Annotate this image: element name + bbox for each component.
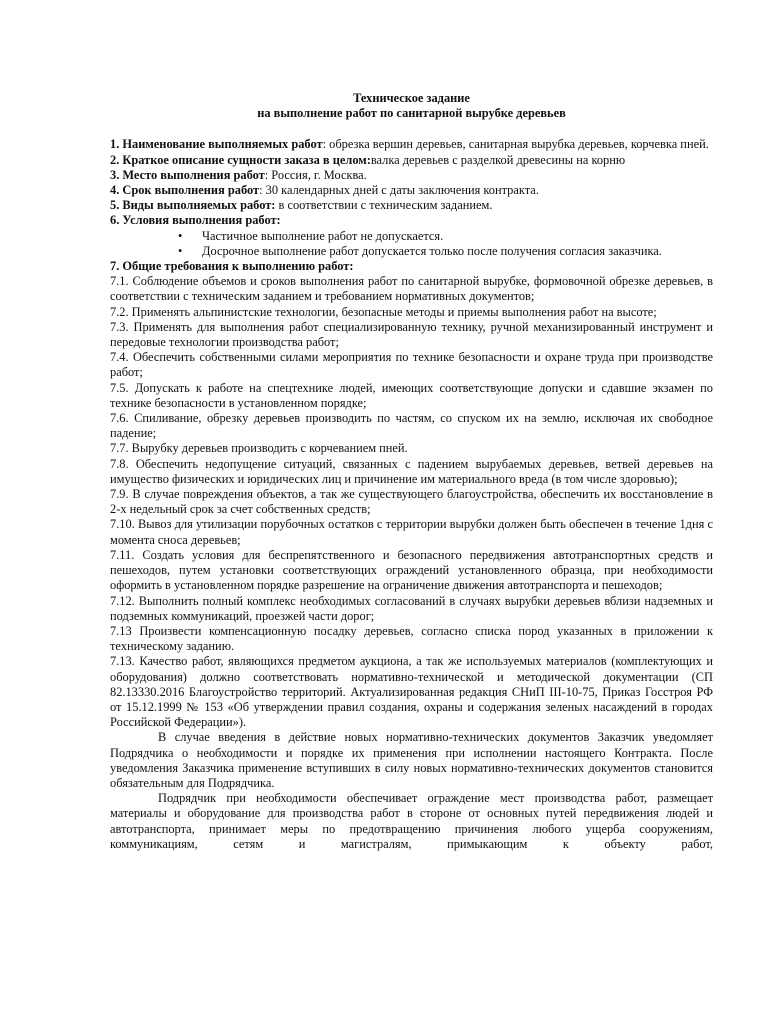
section-1 <box>110 137 713 152</box>
requirement-item: 7.1. Соблюдение объемов и сроков выполнения работ по санитарной вырубке, формовочной обрезке деревьев, в соответствии с техническим заданием и требованием нормативных документов; <box>110 274 713 304</box>
requirement-item: 7.7. Вырубку деревьев производить с корчеванием пней. <box>110 441 408 456</box>
bullet-icon: • <box>178 228 183 243</box>
bullet-text: Частичное выполнение работ не допускается. <box>202 228 444 243</box>
list-item <box>110 244 713 259</box>
requirement-item: 7.11. Создать условия для беспрепятственного и безопасного передвижения автотранспортных средств и пешеходов, путем установки соответствующих ограждений установленного образца, при необходимости оформить в установленном порядке разрешение на ограничение движения автотранспорта и пешеходов; <box>110 547 713 593</box>
requirement-item: 7.9. В случае повреждения объектов, а так же существующего благоустройства, обеспечить их восстановление в 2-х недельный срок за счет собственных средств; <box>110 487 713 517</box>
requirement-item: 7.3. Применять для выполнения работ специализированную технику, ручной механизированный инструмент и передовые технологии производства работ; <box>110 319 713 350</box>
conditions-list <box>110 229 713 259</box>
document-title <box>110 91 713 121</box>
paragraph-new-documents: В случае введения в действие новых нормативно-технических документов Заказчик уведомляет Подрядчика о необходимости и порядке их применения при исполнении настоящего Контракта. После уведомления Заказчика применение вступивших в силу новых нормативно-технических документов становится обязательным для Подрядчика. <box>110 730 713 790</box>
section-5-text: в соответствии с техническим заданием. <box>275 198 493 213</box>
section-2 <box>110 153 713 168</box>
bullet-text: Досрочное выполнение работ допускается только после получения согласия заказчика. <box>202 243 662 258</box>
section-2-label: 2. Краткое описание сущности заказа в целом: <box>110 152 371 167</box>
section-6 <box>110 213 713 228</box>
section-3-label: 3. Место выполнения работ <box>110 167 265 182</box>
section-4 <box>110 183 713 198</box>
section-3 <box>110 168 713 183</box>
list-item <box>110 229 713 244</box>
section-5-label: 5. Виды выполняемых работ: <box>110 198 276 213</box>
section-4-label: 4. Срок выполнения работ <box>110 183 260 198</box>
requirement-item: 7.13 Произвести компенсационную посадку деревьев, согласно списка пород указанных в приложении к техническому заданию. <box>110 623 713 654</box>
section-5 <box>110 198 713 213</box>
requirement-item: 7.12. Выполнить полный комплекс необходимых согласований в случаях вырубки деревьев вблизи надземных и подземных коммуникаций, проезжей части дорог; <box>110 593 713 623</box>
bullet-icon: • <box>178 243 183 258</box>
requirement-item: 7.2. Применять альпинистские технологии, безопасные методы и приемы выполнения работ на высоте; <box>110 304 657 319</box>
document-body <box>110 91 713 852</box>
section-7 <box>110 259 713 274</box>
title-spacer <box>110 121 713 137</box>
requirement-item: 7.5. Допускать к работе на спецтехнике людей, имеющих соответствующие допуски и сдавшие экзамен по технике безопасности в установленном порядке; <box>110 380 713 410</box>
requirement-item: 7.10. Вывоз для утилизации порубочных остатков с территории вырубки должен быть обеспечен в течение 1дня с момента сноса деревьев; <box>110 517 713 547</box>
section-6-label: 6. Условия выполнения работ: <box>110 213 281 228</box>
title-line-1: Техническое задание <box>353 91 470 105</box>
section-1-label: 1. Наименование выполняемых работ <box>110 137 323 152</box>
section-2-text: валка деревьев с разделкой древесины на корню <box>370 152 626 167</box>
requirement-item: 7.6. Спиливание, обрезку деревьев производить по частям, со спуском их на землю, исключая их свободное падение; <box>110 411 713 441</box>
requirement-item: 7.8. Обеспечить недопущение ситуаций, связанных с падением вырубаемых деревьев, ветвей деревьев на имущество физических и юридических лиц и причинение им материального вреда (в том числе здоровью); <box>110 456 713 486</box>
requirement-item: 7.13. Качество работ, являющихся предметом аукциона, а так же используемых материалов (комплектующих и оборудования) должно соответствовать нормативно-технической и методической документации (СП 82.13330.2016 Благоустройство территорий. Актуализированная редакция СНиП III-10-75, Приказ Госстроя РФ от 15.12.1999 № 153 «Об утверждении правил создания, охраны и содержания зеленых насаждений в городах Российской Федерации»). <box>110 654 713 730</box>
section-1-text: : обрезка вершин деревьев, санитарная вырубка деревьев, корчевка пней. <box>322 137 709 152</box>
section-4-text: : 30 календарных дней с даты заключения контракта. <box>259 183 539 198</box>
title-line-2: на выполнение работ по санитарной вырубке деревьев <box>257 106 566 121</box>
section-3-text: : Россия, г. Москва. <box>264 167 367 182</box>
section-7-label: 7. Общие требования к выполнению работ: <box>110 259 354 274</box>
requirement-item: 7.4. Обеспечить собственными силами мероприятия по технике безопасности и охране труда при производстве работ; <box>110 350 713 380</box>
paragraph-contractor-duties: Подрядчик при необходимости обеспечивает ограждение мест производства работ, размещает материалы и оборудование для производства работ в стороне от основных путей передвижения людей и автотранспорта, принимает меры по предотвращению причинения любого ущерба сооружениям, коммуникациям, сетям и магистралям, примыкающим к объекту работ, <box>110 791 713 851</box>
